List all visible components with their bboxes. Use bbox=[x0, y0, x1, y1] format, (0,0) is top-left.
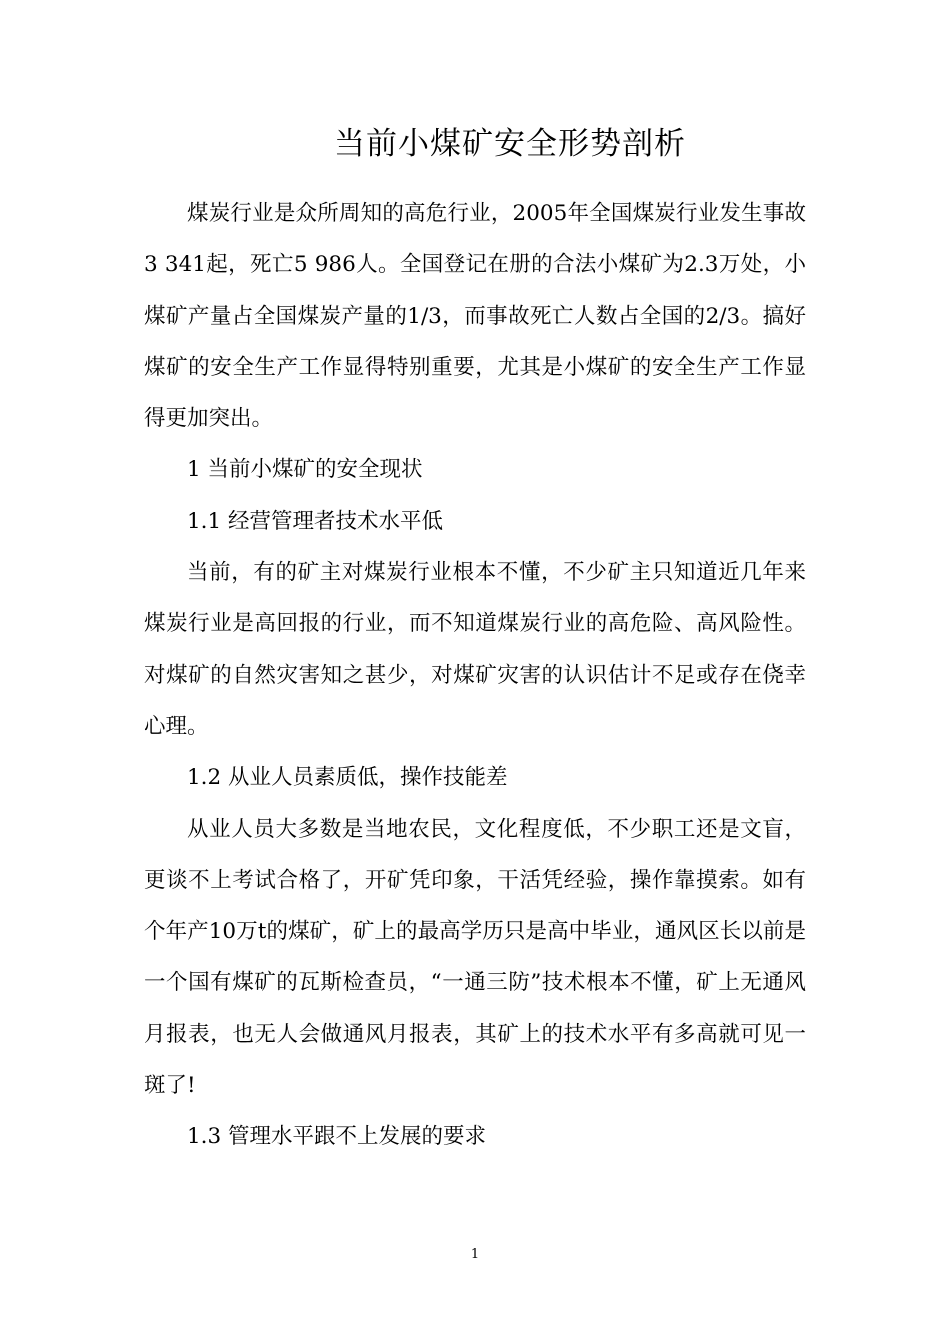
document-title: 当前小煤矿安全形势剖析 bbox=[334, 126, 686, 162]
document-body bbox=[144, 188, 806, 1163]
section-heading-1-2: 1.2 从业人员素质低，操作技能差 bbox=[187, 765, 508, 791]
paragraph-1-1: 当前，有的矿主对煤炭行业根本不懂，不少矿主只知道近几年来煤炭行业是高回报的行业，而不知道煤炭行业的高危险、高风险性。对煤矿的自然灾害知之甚少，对煤矿灾害的认识估计不足或存在侥幸心理。 bbox=[144, 560, 806, 739]
page-number: 1 bbox=[470, 1247, 480, 1262]
section-heading-1: 1 当前小煤矿的安全现状 bbox=[187, 457, 423, 483]
section-heading-1-1: 1.1 经营管理者技术水平低 bbox=[187, 508, 444, 534]
paragraph-intro: 煤炭行业是众所周知的高危行业，2005年全国煤炭行业发生事故3 341起，死亡5 986人。全国登记在册的合法小煤矿为2.3万处，小煤矿产量占全国煤炭产量的1/3，而事故死亡人数占全国的2/3。搞好煤矿的安全生产工作显得特别重要，尤其是小煤矿的安全生产工作显得更加突出。 bbox=[144, 201, 806, 432]
paragraph-1-2: 从业人员大多数是当地农民，文化程度低，不少职工还是文盲，更谈不上考试合格了，开矿凭印象，干活凭经验，操作靠摸索。如有个年产10万t的煤矿，矿上的最高学历只是高中毕业，通风区长以前是一个国有煤矿的瓦斯检查员，“一通三防”技术根本不懂，矿上无通风月报表，也无人会做通风月报表，其矿上的技术水平有多高就可见一斑了! bbox=[144, 816, 806, 1099]
section-heading-1-3: 1.3 管理水平跟不上发展的要求 bbox=[187, 1124, 487, 1150]
